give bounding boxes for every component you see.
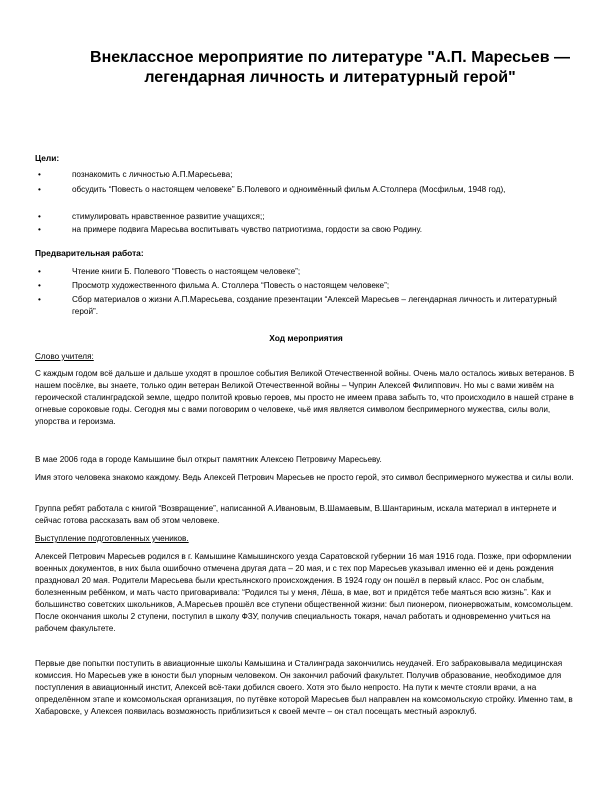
page-title: Внеклассное мероприятие по литературе "А.П. Маресьев — легендарная личность и литературный герой" xyxy=(90,49,570,86)
bullet-icon: • xyxy=(38,212,41,221)
teacher-paragraph: С каждым годом всё дальше и дальше уходят в прошлое события Великой Отечественной войны. Очень мало осталось живых ветеранов. В нашем посёлке, вы знаете, только один ветеран Великой Отечественной войны – Чуприн Алексей Филиппович. Но мы с вами живём на героической сталинградской земле, щедро политой кровью героев, мы просто не имеем права забыть то, что происходило в нашей стране в огневые сороковые годы. Сегодня мы с вами поговорим о человеке, чьё имя является символом беспримерного мужества, силы воли, упорства и героизма. xyxy=(35,369,575,426)
teacher-paragraph: Группа ребят работала с книгой “Возвращение”, написанной А.Ивановым, В.Шамаевым, В.Шантариным, искала материал в интернете и сейчас готова рассказать вам об этом человеке. xyxy=(35,504,557,525)
goals-heading: Цели: xyxy=(35,153,60,163)
teacher-label: Слово учителя: xyxy=(35,352,94,361)
course-heading: Ход мероприятия xyxy=(269,333,343,343)
teacher-paragraph: В мае 2006 года в городе Камышине был открыт памятник Алексею Петровичу Маресьеву. xyxy=(35,455,382,464)
bullet-icon: • xyxy=(38,267,41,276)
document-page: Внеклассное мероприятие по литературе "А.П. Маресьев — легендарная личность и литературный герой" Цели: • познакомить с личностью А.П.Маресьева; • обсудить “Повесть о настоящем человеке” Б.Полевого и одноимённый фильм А.Столпера (Мосфильм, 1948 год), • стимулировать нравственное развитие учащихся;; • на примере подвига Маресьва воспитывать чувство патриотизма, гордости за свою Родину. Предварительная работа: • Чтение книги Б. Полевого “Повесть о настоящем человеке”; • Просмотр художественного фильма А. Столлера “Повесть о настоящем человеке”; • Сбор материалов о жизни А.П.Маресьева, создание презентации “Алексей Маресьев – легендарная личность и литературный герой”. Ход мероприятия Слово учителя: С каждым годом всё дальше и дальше уходят в прошлое события Великой Отечественной войны. Очень мало осталось живых ветеранов. В нашем посёлке, вы знаете, только один ветеран Великой Отечественной войны – Чуприн Алексей Филиппович. Но мы с вами живём на героической сталинградской земле, щедро политой кровью героев, мы просто не имеем права забыть то, что происходило в нашей стране в огневые сороковые годы. Сегодня мы с вами поговорим о человеке, чьё имя является символом беспримерного мужества, силы воли, упорства и героизма. В мае 2006 года в городе Камышине был открыт памятник Алексею Петровичу Маресьеву. Имя этого человека знакомо каждому. Ведь Алексей Петрович Маресьев не просто герой, это символ беспримерного мужества и силы воли. Группа ребят работала с книгой “Возвращение”, написанной А.Ивановым, В.Шамаевым, В.Шантариным, искала материал в интернете и сейчас готова рассказать вам об этом человеке. Выступление подготовленных учеников. Алексей Петрович Маресьев родился в г. Камышине Камышинского уезда Саратовской губернии 16 мая 1916 года. Позже, при оформлении военных документов, в них была ошибочно отмечена другая дата – 20 мая, и с тех пор Маресьев указывал именно её и день рождения праздновал 20 мая. Родители Маресьева были крестьянского происхождения. В 1924 году он пошёл в первый класс. Рос он слабым, болезненным ребёнком, и мать часто приговаривала: “Родился ты у меня, Лёша, в мае, вот и придётся тебе маяться всю жизнь”. Как и большинство советских школьников, А.Маресьев прошёл все ступени общественной жизни: был пионером, пионервожатым, комсомольцем. После окончания школы 2 ступени, поступил в школу ФЗУ, получив специальность токаря, начал работать и одновременно учиться на рабочем факультете. Первые две попытки поступить в авиационные школы Камышина и Сталинграда закончились неудачей. Его забраковывала медицинская комиссия. Но Маресьев уже в юности был упорным человеком. Он закончил рабочий факультет. Получив образование, необходимое для поступления в авиационный инстит, Алексей всё-таки добился своего. Хотя это было непросто. На пути к мечте стояли врачи, а на определённом этапе и комсомольская организация, по путёвке которой Маресьев был направлен на комсомольскую стройку. Именно там, в Хабаровске, у Алексея появилась возможность приблизиться к своей мечте – он стал посещать местный аэроклуб. xyxy=(0,0,612,792)
teacher-paragraph: Имя этого человека знакомо каждому. Ведь Алексей Петрович Маресьев не просто герой, это символ беспримерного мужества и силы воли. xyxy=(35,473,574,482)
bullet-icon: • xyxy=(38,295,41,304)
student-paragraph: Алексей Петрович Маресьев родился в г. Камышине Камышинского уезда Саратовской губернии 16 мая 1916 года. Позже, при оформлении военных документов, в них была ошибочно отмечена другая дата – 20 мая, и с тех пор Маресьев указывал именно её и день рождения праздновал 20 мая. Родители Маресьева были крестьянского происхождения. В 1924 году он пошёл в первый класс. Рос он слабым, болезненным ребёнком, и мать часто приговаривала: “Родился ты у меня, Лёша, в мае, вот и придётся тебе маяться всю жизнь”. Как и большинство советских школьников, А.Маресьев прошёл все ступени общественной жизни: был пионером, пионервожатым, комсомольцем. После окончания школы 2 ступени, поступил в школу ФЗУ, получив специальность токаря, начал работать и одновременно учиться на рабочем факультете. xyxy=(35,552,574,633)
bullet-icon: • xyxy=(38,225,41,234)
bullet-icon: • xyxy=(38,170,41,179)
bullet-icon: • xyxy=(38,281,41,290)
students-label: Выступление подготовленных учеников. xyxy=(35,534,189,543)
prep-heading: Предварительная работа: xyxy=(35,248,144,258)
student-paragraph: Первые две попытки поступить в авиационные школы Камышина и Сталинграда закончились неудачей. Его забраковывала медицинская комиссия. Но Маресьев уже в юности был упорным человеком. Он закончил рабочий факультет. Получив образование, необходимое для поступления в авиационный инстит, Алексей всё-таки добился своего. Хотя это было непросто. На пути к мечте стояли врачи, а на определённом этапе и комсомольская организация, по путёвке которой Маресьев был направлен на комсомольскую стройку. Именно там, в Хабаровске, у Алексея появилась возможность приблизиться к своей мечте – он стал посещать местный аэроклуб. xyxy=(35,659,573,716)
bullet-icon: • xyxy=(38,185,41,194)
